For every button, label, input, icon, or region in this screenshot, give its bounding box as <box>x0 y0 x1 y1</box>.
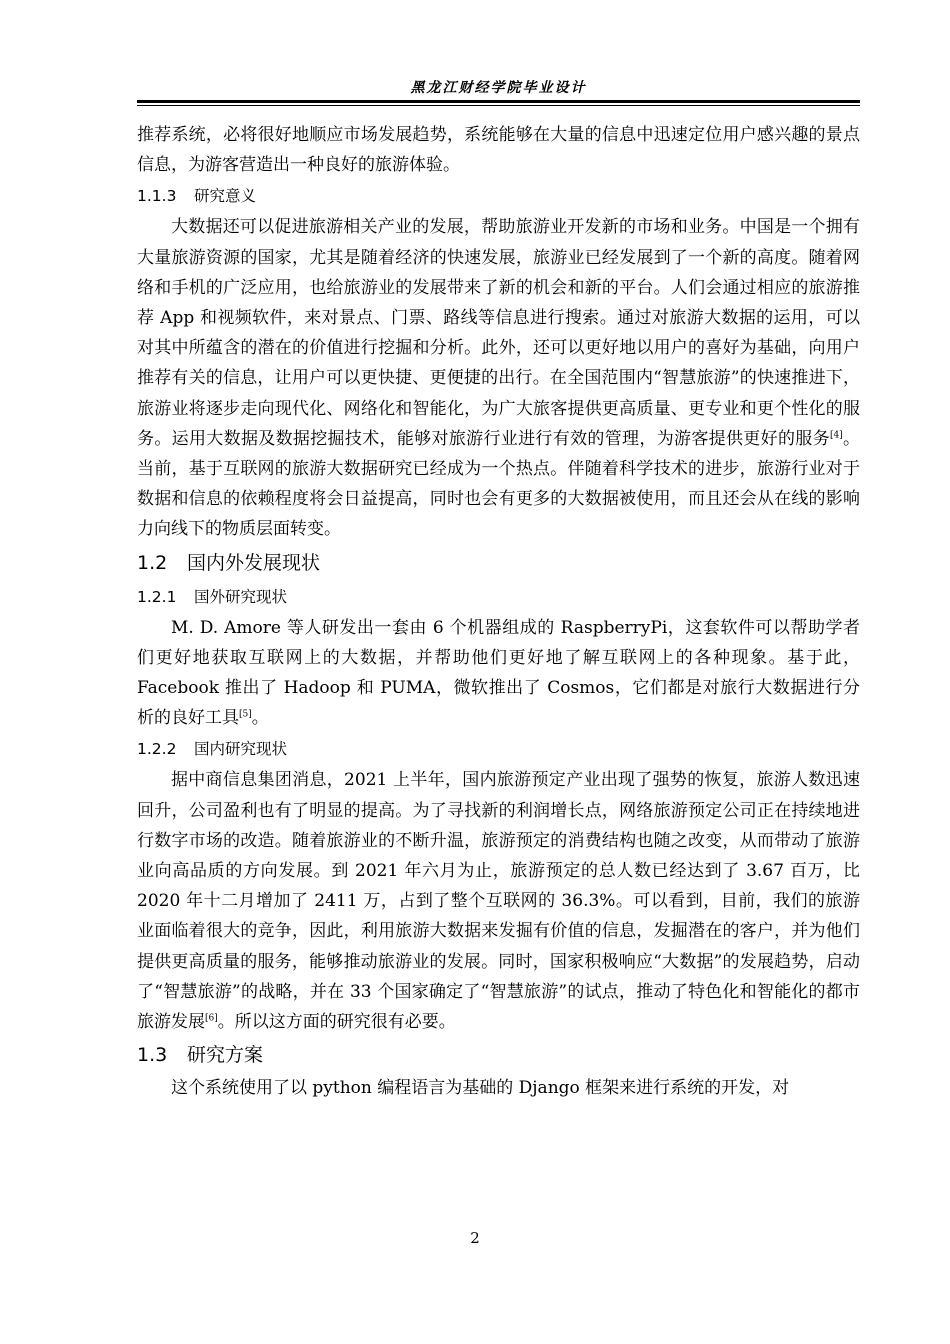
paragraph-text: 大数据还可以促进旅游相关产业的发展，帮助旅游业开发新的市场和业务。中国是一个拥有大量旅游资源的国家，尤其是随着经济的快速发展，旅游业已经发展到了一个新的高度。随着网络和手机的广泛应用，也给旅游业的发展带来了新的机会和新的平台。人们会通过相应的旅游推荐 App 和视频软件，来对景点、门票、路线等信息进行搜索。通过对旅游大数据的运用，可以对其中所蕴含的潜在的价值进行挖掘和分析。此外，还可以更好地以用户的喜好为基础，向用户推荐有关的信息，让用户可以更快捷、更便捷的出行。在全国范围内“智慧旅游”的快速推进下，旅游业将逐步走向现代化、网络化和智能化，为广大旅客提供更高质量、更专业和更个性化的服务。运用大数据及数据挖掘技术，能够对旅游行业进行有效的管理，为游客提供更好的服务 <box>137 217 860 449</box>
paragraph-research-significance <box>137 212 860 544</box>
section-heading-1-2-2 <box>137 733 860 765</box>
page-body <box>137 120 860 1103</box>
header-rule-thin <box>137 105 860 106</box>
citation-4: [4] <box>829 430 843 441</box>
section-number: 1.2.1 <box>137 587 177 606</box>
section-number: 1.2 <box>137 551 168 574</box>
section-number: 1.1.3 <box>137 187 177 206</box>
section-title: 国内外发展现状 <box>187 551 321 574</box>
section-heading-1-2 <box>137 545 860 581</box>
paragraph-text: 。所以这方面的研究很有必要。 <box>217 1012 456 1033</box>
paragraph-foreign-research <box>137 613 860 734</box>
section-title: 研究意义 <box>194 187 257 206</box>
paragraph-text: M. D. Amore 等人研发出一套由 6 个机器组成的 RaspberryPi，这套软件可以帮助学者们更好地获取互联网上的大数据，并帮助他们更好地了解互联网上的各种现象。基于此， Facebook 推出了 Hadoop 和 PUMA，微软推出了 Cosmos，它们都是对旅行大数据进行分析的良好工具 <box>137 617 860 729</box>
header-rule-thick <box>137 100 860 103</box>
section-heading-1-1-3 <box>137 180 860 212</box>
paragraph-domestic-research <box>137 765 860 1037</box>
paragraph-continued: 推荐系统，必将很好地顺应市场发展趋势，系统能够在大量的信息中迅速定位用户感兴趣的景点信息，为游客营造出一种良好的旅游体验。 <box>137 125 860 176</box>
citation-6: [6] <box>205 1013 218 1024</box>
section-title: 国外研究现状 <box>194 587 288 606</box>
paragraph-text: 。 <box>251 708 269 729</box>
citation-5: [5] <box>239 709 252 720</box>
paragraph-text: 。当前，基于互联网的旅游大数据研究已经成为一个热点。伴随着科学技术的进步，旅游行业对于数据和信息的依赖程度将会日益提高，同时也会有更多的大数据被使用，而且还会从在线的影响力向线下的物质层面转变。 <box>137 428 861 540</box>
section-title: 国内研究现状 <box>194 740 288 759</box>
paragraph-research-plan: 这个系统使用了以 python 编程语言为基础的 Django 框架来进行系统的开发，对 <box>171 1078 790 1099</box>
section-number: 1.2.2 <box>137 740 177 759</box>
running-header: 黑龙江财经学院毕业设计 <box>410 80 587 96</box>
section-heading-1-2-1 <box>137 581 860 613</box>
section-number: 1.3 <box>137 1044 168 1067</box>
page-number: 2 <box>470 1229 480 1247</box>
section-heading-1-3 <box>137 1037 860 1073</box>
paragraph-text: 据中商信息集团消息，2021 上半年，国内旅游预定产业出现了强势的恢复，旅游人数迅速回升，公司盈利也有了明显的提高。为了寻找新的利润增长点，网络旅游预定公司正在持续地进行数字市场的改造。随着旅游业的不断升温，旅游预定的消费结构也随之改变，从而带动了旅游业向高品质的方向发展。到 2021 年六月为止，旅游预定的总人数已经达到了 3.67 百万，比 2020 年十二月增加了 2411 万，占到了整个互联网的 36.3%。可以看到，目前，我们的旅游业面临着很大的竞争，因此，利用旅游大数据来发掘有价值的信息，发掘潜在的客户，并为他们提供更高质量的服务，能够推动旅游业的发展。同时，国家积极响应“大数据”的发展趋势，启动了“智慧旅游”的战略，并在 33 个国家确定了“智慧旅游”的试点，推动了特色化和智能化的都市旅游发展 <box>137 770 860 1033</box>
section-title: 研究方案 <box>187 1044 264 1067</box>
